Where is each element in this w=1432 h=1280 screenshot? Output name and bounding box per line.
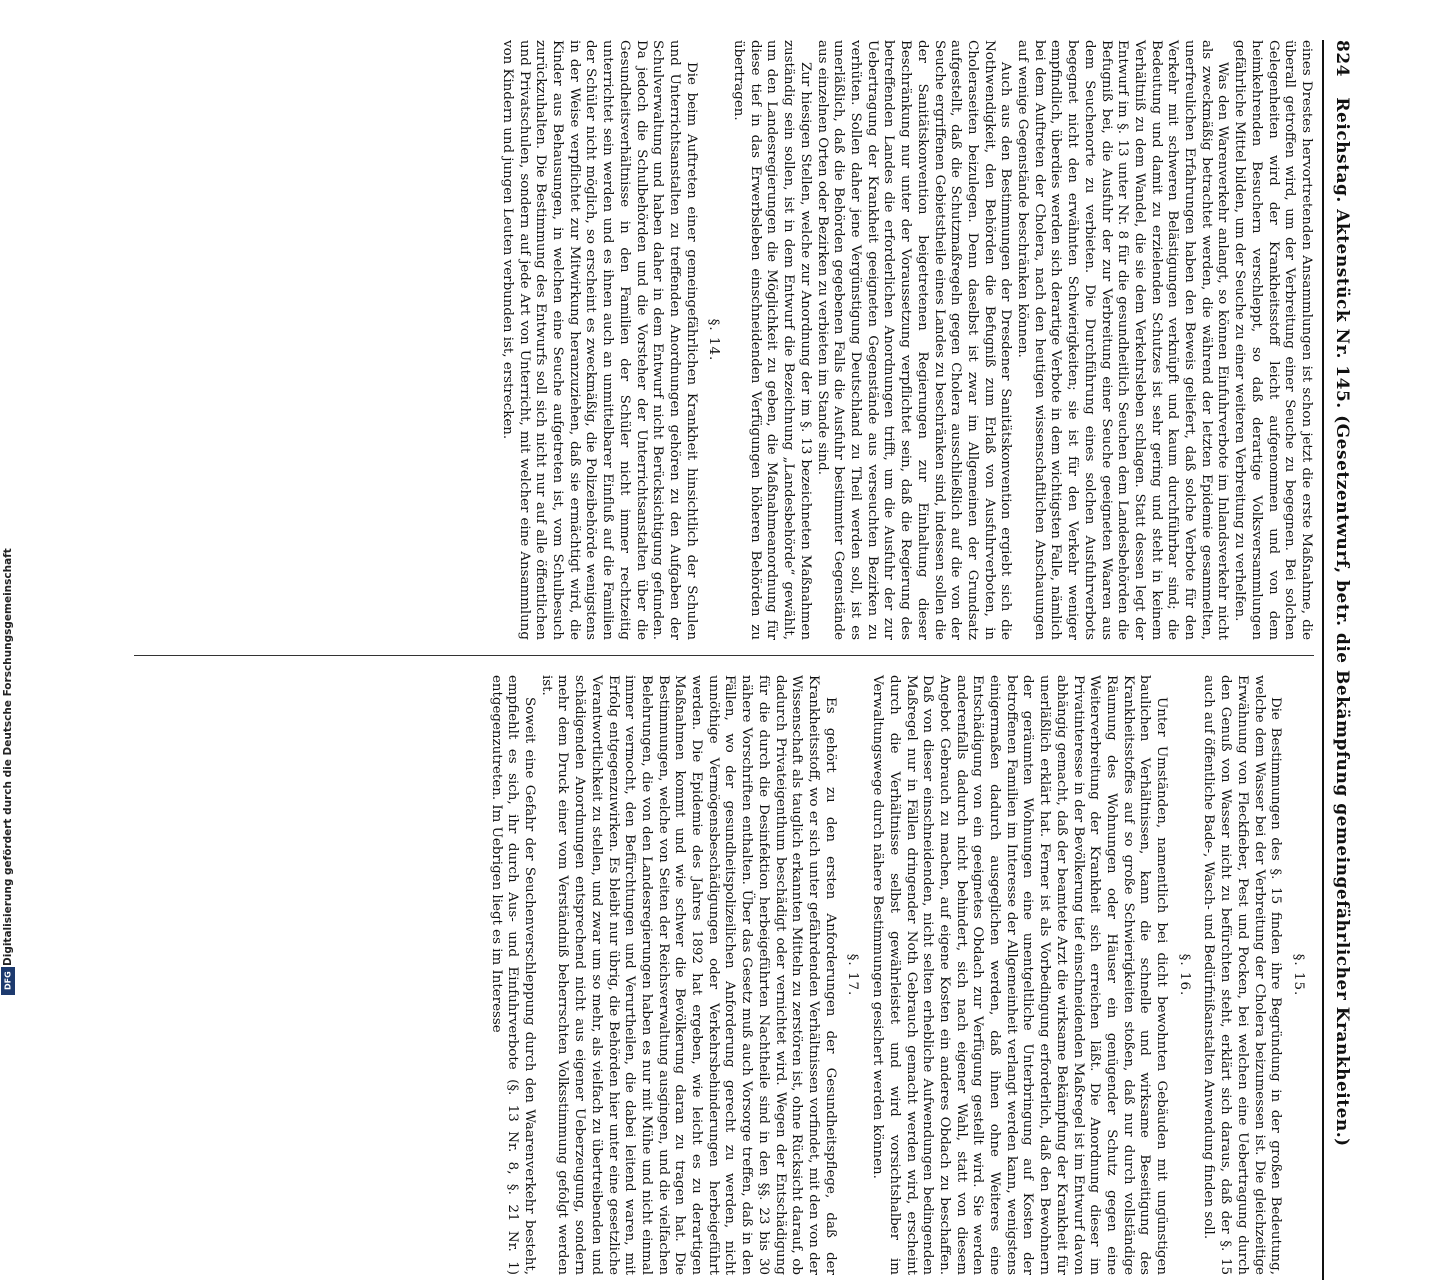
paragraph: Was den Warenverkehr anlangt, so können Einfuhrverbote im Inlandsverkehr nicht als zweckmäßig betrachtet werden, die während der letzten Epidemie gesammelten, unerfreulichen Erfahrungen haben den Beweis geliefert, daß solche Verbote für den Verkehr mit schweren Belästigungen verknüpft und kaum durchführbar sind; die Bedeutung und damit zu erzielenden Schutzes ist sehr gering und steht in keinem Verhältniß zu dem Wandel, die sie dem Verkehrsleben schlagen. Statt dessen legt der Entwurf im §. 13 unter Nr. 8 für die gesundheitlich Seuchen dem Landesbehörden die Befugniß bei, die Ausfuhr der zur Verbreitung einer Seuche geeigneten Waaren aus dem Seuchenorte zu verbieten. Die Durchführung eines solchen Ausfuhrverbots begegnet nicht den erwähnten Schwierigkeiten; sie ist für den Verkehr weniger empfindlich, überdies werden sich derartige Verbote in dem wichtigsten Falle, nämlich bei dem Auftreten der Cholera, nach den heutigen wissenschaftlichen Anschauungen auf wenige Gegenstände beschränken können. bbox=[1015, 40, 1231, 640]
scanned-page bbox=[22, 0, 1412, 1276]
credit-text: Digitalisierung gefördert durch die Deutsche Forschungsgemeinschaft bbox=[2, 548, 14, 966]
section-heading: §. 16. bbox=[1176, 953, 1192, 997]
column-divider bbox=[134, 655, 1314, 656]
right-column bbox=[487, 675, 1314, 1275]
page-number: 824 bbox=[1332, 40, 1352, 77]
header-rule bbox=[1322, 40, 1324, 1280]
digitization-credit bbox=[2, 548, 16, 990]
section-heading: §. 15. bbox=[1291, 953, 1306, 997]
running-title: Reichstag. Aktenstück Nr. 145. (Gesetzentwurf, betr. die Bekämpfung gemeingefährlicher Krankheiten.) bbox=[1332, 97, 1352, 1147]
paragraph: Auch aus den Bestimmungen der Dresdener Sanitätskonvention ergiebt sich die Nothwendigkeit, den Behörden die Befugniß zum Erlaß von Ausfuhrverboten, in Choleraseiten beizulegen. Denn daselbst ist zwar im Allgemeinen der Grundsatz aufgestellt, daß die Schutzmaßregeln gegen Cholera ausschließlich auf die von der Seuche ergriffenen Gebietstheile eines Landes zu beschränken sind, indessen sollen die der Sanitätskonvention beigetretenen Regierungen zur Einhaltung dieser Beschränkung nur unter der Voraussetzung verpflichtet sein, daß die Regierung des betreffenden Landes die erforderlichen Anordnungen trifft, um die Ausfuhr der zur Uebertragung der Krankheit geeigneten Gegenstände aus verseuchten Bezirken zu verhüten. Sollen daher jene Vergünstigung Deutschland zu Theil werden soll, ist es unerläßlich, daß die Behörden gegebenen Falls die Ausfuhr bestimmter Gegenstände aus einzelnen Orten oder Bezirken zu verbieten im Stande sind. bbox=[814, 40, 1014, 640]
paragraph: Die beim Auftreten einer gemeingefährlichen Krankheit hinsichtlich der Schulen und Unterrichtsanstalten zu treffenden Anordnungen gehören zu den Aufgaben der Schulverwaltung und haben daher in dem Entwurf nicht Berücksichtigung gefunden. Da jedoch die Schulbehörden und die Vorsteher der Unterrichtsanstalten über die Gesundheitsverhältnisse in den Familien der Schüler nicht immer rechtzeitig unterrichtet sein werden und es ihnen auch an unmittelbarer Einfluß auf die Familien der Schüler nicht möglich, so erscheint es zweckmäßig, die Polizeibehörde wenigstens in der Weise verpflichtet zur Mitwirkung heranzuziehen, daß sie ermächtigt wird, die Kinder aus Behausungen, in welchen eine Seuche aufgetreten ist, vom Schulbesuch zurückzuhalten. Die Bestimmung des Entwurfs soll sich nicht nur auf alle öffentlichen und Privatschulen, sondern auf jede Art von Unterricht, mit welcher eine Ansammlung von Kindern und jungen Leuten verbunden ist, erstrecken. bbox=[499, 40, 699, 640]
page-header bbox=[1332, 40, 1352, 1147]
paragraph: Es gehört zu den ersten Anforderungen der Gesundheitspflege, daß der Krankheitsstoff, wo er sich unter gefährdenden Verhältnissen vorfindet, mit den von der Wissenschaft als tauglich erkannten Mitteln zu zerstören ist, ohne Rücksicht darauf, ob dadurch Privateigenthum beschädigt oder vernichtet wird. Wegen der Entschädigung für die durch die Desinfektion herbeigeführten Nachtheile sind in den §§. 23 bis 30 nähere Vorschriften enthalten. Über das Gesetz muß auch Vorsorge treffen, daß in den Fällen, wo der gesundheitspolizeilichen Anforderung gerecht zu werden, nicht unnöthige Vermögensbeschädigungen oder Verkehrsbehinderungen herbeigeführt werden. Die Epidemie des Jahres 1892 hat ergeben, wie leicht es zu derartigen Maßnahmen kommt und wie schwer die Bevölkerung daran zu tragen hat. Die Bestimmungen, welche von Seiten der Reichsverwaltung ausgingen, und die vielfachen Belehrungen, die von den Landesregierungen haben es nur mit Mühe und nicht einmal immer vermocht, den Befürchtungen und Verurtheilen, die dabei leitend waren, mit Erfolg entgegenzuwirken. Es bleibt nur übrig, die Behörden hier unter eine gesetzliche Verantwortlichkeit zu stellen, und zwar um so mehr, als vielfach zu übertreibenden und schädigenden Anordnungen entsprechend nicht aus eigener Ueberzeugung, sondern mehr dem Druck einer vom Verständniß beherrschten Volksstimmung gefolgt werden ist. bbox=[538, 675, 838, 1276]
paragraph: Zur hiesigen Stellen, welche zur Anordnung der im §. 13 bezeichneten Maßnahmen zuständig sein sollen, ist in dem Entwurf die Bezeichnung „Landesbehörde“ gewählt, um den Landesregierungen die Möglichkeit zu geben, die Maßnahmeanordnung für diese tief in das Erwerbsleben einschneidenden Verfügungen höheren Behörden zu übertragen. bbox=[731, 40, 813, 640]
paragraph: eines Drestes hervortretenden Ansammlungen ist schon jetzt die erste Maßnahme, die überall getroffen wird, um der Verbreitung einer Seuche zu begegnen. Bei solchen Gelegenheiten wird der Krankheitsstoff leicht aufgenommen und von dem heimkehrenden Besuchern verschleppt, so daß derartige Volksversammlungen gefährliche Mittel bilden, um der Seuche zu einer weiteren Verbreitung zu verhelfen. bbox=[1232, 40, 1314, 640]
paragraph: Die Bestimmungen des §. 15 finden ihre Begründung in der großen Bedeutung, welche dem Wasser bei der Verbreitung der Cholera beizumessen ist. Die gleichzeitige Erwähnung von Fleckfieber, Pest und Pocken, bei welchen eine Uebertragung durch den Genuß von Wasser nicht zu befürchten steht, erklärt sich daraus, daß der §. 15 auch auf öffentliche Bade-, Wasch- und Bedürfnißanstalten Anwendung finden soll. bbox=[1201, 675, 1284, 1275]
paragraph: Soweit eine Gefahr der Seuchenverschleppung durch den Waarenverkehr besteht, empfiehlt es sich, ihr durch Aus- und Einfuhrverbote (§. 13 Nr. 8, §. 21 Nr. 1) entgegenzutreten. Im Uebrigen liegt es im Interesse bbox=[488, 675, 538, 1275]
dfg-logo: DFG bbox=[1, 967, 15, 995]
section-heading: §. 14. bbox=[706, 318, 722, 362]
section-heading: §. 17. bbox=[845, 953, 861, 997]
left-column bbox=[498, 40, 1314, 640]
paragraph: Unter Umständen, namentlich bei dicht bewohnten Gebäuden mit ungünstigen baulichen Verhältnissen, kann die schnelle und wirksame Beseitigung des Krankheitsstoffes auf so große Schwierigkeiten stoßen, daß nur durch vollständige Räumung des Wohnungen oder Häuser ein genügender Schutz gegen eine Weiterverbreitung der Krankheit sich erreichen läßt. Die Anordnung dieser im Privatinteresse in der Bevölkerung tief einschneidenden Maßregel ist im Entwurf davon abhängig gemacht, daß der beamtete Arzt die wirksame Bekämpfung der Krankheit für unerläßlich erklärt hat. Ferner ist als Vorbedingung erforderlich, daß den Bewohnern der geräumten Wohnungen eine unentgeltliche Unterbringung auf Kosten der betroffenen Familien im Interesse der Allgemeinheit verlangt werden kann, wenigstens einigermaßen dadurch ausgeglichen werden, daß ihnen ohne Weiteres eine Entschädigung von ein geeignetes Obdach zur Verfügung gestellt wird. Sie werden anderenfalls dadurch nicht behindert, sich nach eigener Wahl, statt von diesem Angebot Gebrauch zu machen, auf eigene Kosten ein anderes Obdach zu beschaffen. Daß von dieser einschneidenden, nicht selten erhebliche Aufwendungen bedingenden Maßregel nur in Fällen dringender Noth Gebrauch gemacht werden wird, erscheint durch die Verhältnisse selbst gewährleistet und wird vorsichtshalber im Verwaltungswege durch nähere Bestimmungen gesichert werden können. bbox=[870, 675, 1170, 1275]
